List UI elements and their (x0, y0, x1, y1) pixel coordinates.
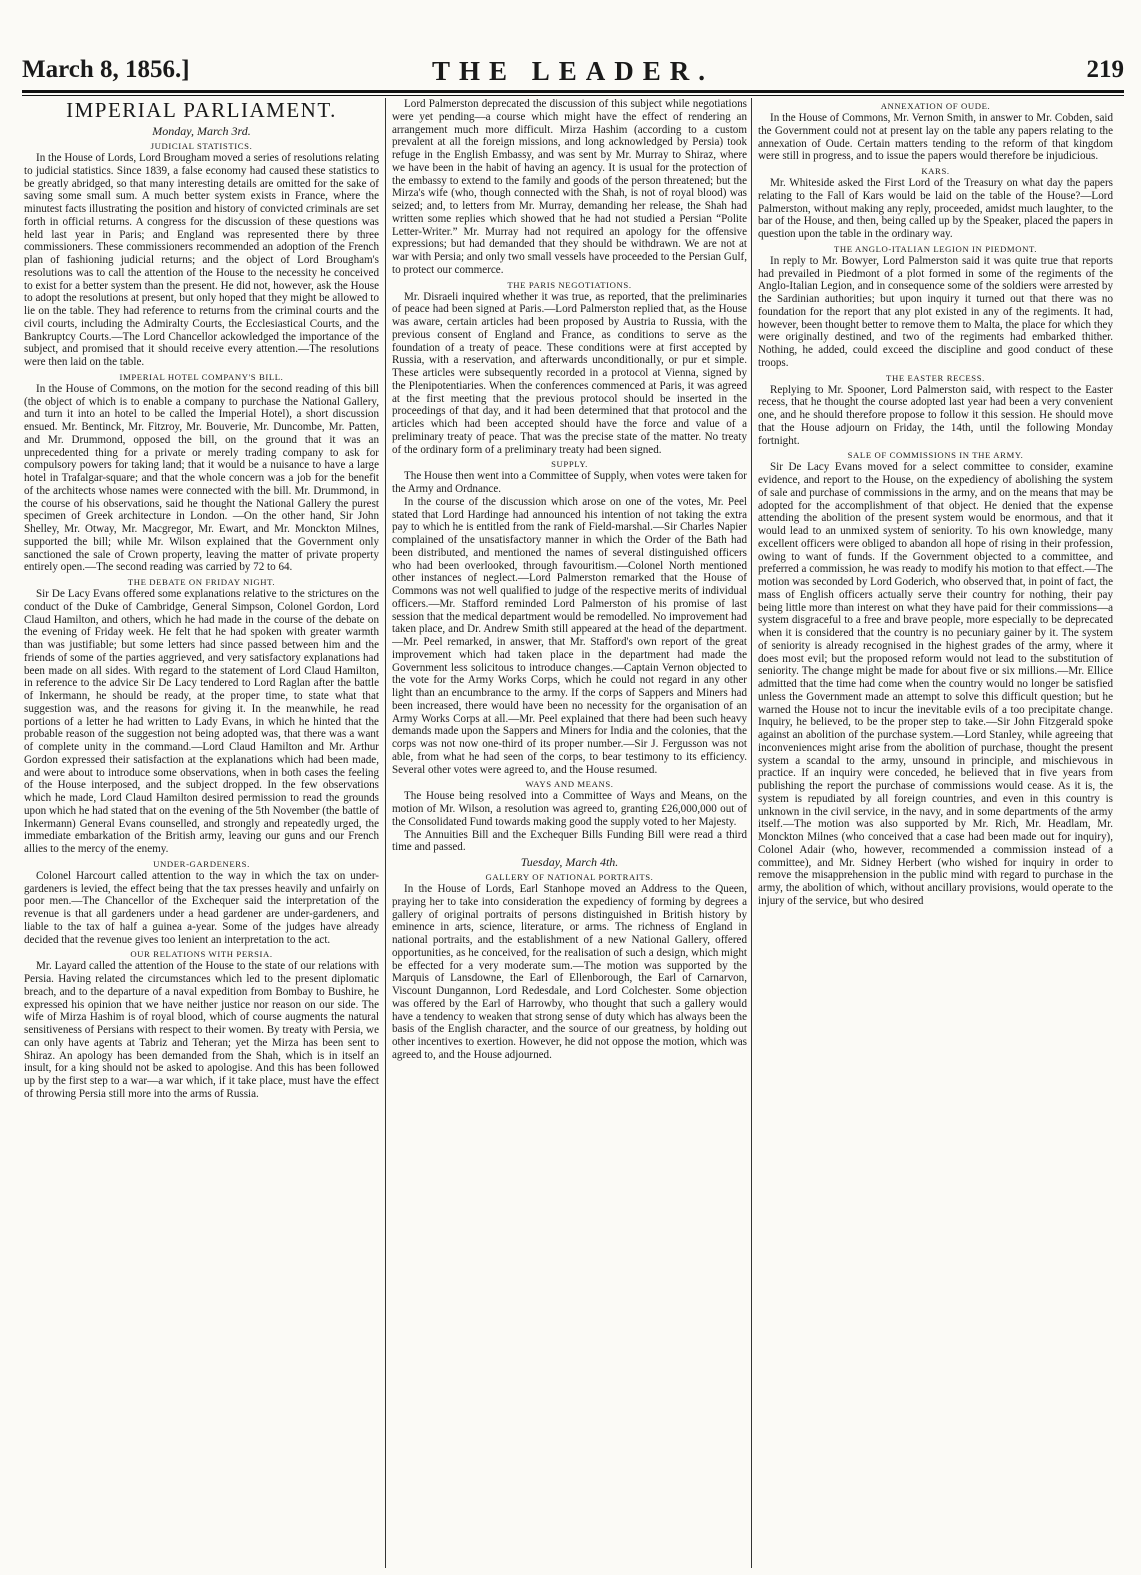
newspaper-title: THE LEADER. (431, 56, 715, 86)
paragraph: In reply to Mr. Bowyer, Lord Palmerston said it was quite true that reports had prevailed in Piedmont of a plot formed in some of the regiments of the Anglo-Italian Legion, and in consequence some of the soldiers were arrested by the Sardinian authorities; but upon inquiry it turned out that there was no foundation for the report that any plot existed in any of the regiments. It had, however, been thought better to remove them to Malta, the place for which they were originally destined, and two of the regiments had embarked thither. Nothing, he added, could exceed the discipline and good conduct of these troops. (758, 254, 1113, 369)
section-heading: JUDICIAL STATISTICS. (150, 141, 253, 151)
section-heading: THE EASTER RECESS. (886, 372, 985, 383)
paragraph: Mr. Layard called the attention of the House to the state of our relations with Persia. Having related the circumstances which led to the present diplomatic breach, and to the departure of a naval expedition from Bombay to Bushire, he expressed his opinion that we have neither justice nor reason on our side. The wife of Mirza Hashim is of royal blood, which of course augments the natural sensitiveness of Persians with respect to their women. By treaty with Persia, we can only have agents at Tabriz and Teheran; yet the Mirza has been sent to Shiraz. An apology has been demanded from the Shah, which is in itself an insult, for a king should not be asked to apologise. And this has been followed up by the first step to a war—a war which, if it take place, must have the effect of throwing Persia still more into the arms of Russia. (24, 960, 379, 1100)
article-heading: IMPERIAL PARLIAMENT. (66, 98, 337, 122)
paragraph: In the House of Commons, Mr. Vernon Smith, in answer to Mr. Cobden, said the Government could not at present lay on the table any papers relating to the annexation of Oude. Certain matters tending to the reform of that kingdom were still in progress, and to issue the papers would therefore be injudicious. (758, 112, 1113, 163)
date-heading: Monday, March 3rd. (152, 124, 251, 138)
date-heading: Tuesday, March 4th. (520, 855, 619, 869)
section-heading: GALLERY OF NATIONAL PORTRAITS. (485, 872, 654, 882)
paragraph: In the House of Lords, Earl Stanhope moved an Address to the Queen, praying her to take into consideration the expediency of forming by degrees a gallery of original portraits of persons distinguished in British history by eminence in arts, science, literature, or arms. The richness of England in national portraits, and the establishment of a new National Gallery, offered opportunities, as he conceived, for the realisation of such a design, which might be effected for a very moderate sum.—The motion was supported by the Marquis of Lansdowne, the Earl of Ellenborough, the Earl of Carnarvon, Viscount Dungannon, Lord Redesdale, and Lord Colchester. Some objection was offered by the Earl of Harrowby, who thought that such a gallery would have a tendency to weaken that strong sense of duty which has always been the basis of the English character, and the source of our greatness, by holding out other incentives to exertion. However, he did not oppose the motion, which was agreed to, and the House adjourned. (392, 883, 747, 1061)
paragraph: In the course of the discussion which arose on one of the votes, Mr. Peel stated that Lord Hardinge had announced his intention of not taking the extra pay to which he is entitled from the rank of Field-marshal.—Sir Charles Napier complained of the unsatisfactory manner in which the Order of the Bath had been distributed, and mentioned the names of several distinguished officers who had been overlooked, through favouritism.—Colonel North mentioned other instances of neglect.—Lord Palmerston remarked that the House of Commons was not well qualified to judge of the respective merits of individual officers.—Mr. Stafford reminded Lord Palmerston of his promise of last session that the medical department would be remodelled. No improvement had taken place, and Dr. Andrew Smith still appeared at the head of the department.—Mr. Peel remarked, in answer, that Mr. Stafford's own report of the great improvement which had taken place in the department had made the Government less solicitous to introduce changes.—Captain Vernon objected to the vote for the Army Works Corps, which he could not regard in any other light than an encumbrance to the army. If the corps of Sappers and Miners had been increased, there would have been no necessity for the organisation of an Army Works Corps at all.—Mr. Peel explained that there had been such heavy demands made upon the Sappers and Miners for India and the colonies, that the corps was not now one-third of its proper number.—Sir J. Fergusson was not able, from what he had seen of the corps, to bear testimony to its efficiency. Several other votes were agreed to, and the House resumed. (392, 495, 747, 776)
section-heading: ANNEXATION OF OUDE. (880, 101, 991, 111)
section-heading: THE DEBATE ON FRIDAY NIGHT. (127, 577, 276, 587)
section-heading: UNDER-GARDENERS. (153, 858, 250, 869)
paragraph: The Annuities Bill and the Exchequer Bills Funding Bill were read a third time and passed. (392, 828, 747, 854)
column-2 (392, 98, 747, 1568)
section-heading: OUR RELATIONS WITH PERSIA. (130, 949, 273, 960)
masthead (22, 54, 1124, 90)
paragraph: The House being resolved into a Committee of Ways and Means, on the motion of Mr. Wilson, a resolution was agreed to, granting £26,000,000 out of the Consolidated Fund towards making good the supply voted to her Majesty. (392, 790, 747, 828)
paragraph: In the House of Lords, Lord Brougham moved a series of resolutions relating to judicial statistics. Since 1839, a false economy had caused these statistics to be greatly abridged, so that many interesting details are omitted for the sake of saving some small sum. A much better system exists in France, where the minutest facts illustrating the position and history of convicted criminals are set forth in official returns. A congress for the discussion of these questions was held last year in Paris; and England was represented there by three commissioners. These commissioners recommended an adoption of the French plan of fashioning judicial returns; and the object of Lord Brougham's resolutions was to call the attention of the House to the necessity he conceived to exist for a better system than the present. He did not, however, ask the House to adopt the resolutions at present, but only hoped that they might be allowed to lie on the table. They had reference to returns from the criminal courts and the civil courts, including the Admiralty Courts, the Ecclesiastical Courts, and the Bankruptcy Courts.—The Lord Chancellor ackowledged the importance of the subject, and promised that it should receive every attention.—The resolutions were then laid on the table. (24, 152, 379, 368)
section-heading: KARS. (921, 166, 950, 176)
paragraph: Mr. Whiteside asked the First Lord of the Treasury on what day the papers relating to the Fall of Kars would be laid on the table of the House?—Lord Palmerston, without making any reply, proceeded, amidst much laughter, to the bar of the House, and then, being called up by the Speaker, placed the papers in question upon the table in the ordinary way. (758, 177, 1113, 240)
section-heading: IMPERIAL HOTEL COMPANY'S BILL. (119, 371, 284, 382)
column-divider (385, 98, 386, 1568)
section-heading: THE PARIS NEGOTIATIONS. (507, 279, 632, 290)
paragraph: Replying to Mr. Spooner, Lord Palmerston said, with respect to the Easter recess, that he thought the course adopted last year had been a very convenient one, and he should therefore propose to follow it this session. He should move that the House adjourn on Friday, the 14th, until the following Monday fortnight. (758, 383, 1113, 447)
paragraph: Lord Palmerston deprecated the discussion of this subject while negotiations were yet pending—a course which might have the effect of rendering an arrangement much more difficult. Mirza Hashim (according to a custom prevalent at all the foreign missions, and long acknowledged by Persia) took refuge in the English Embassy, and was sent by Mr. Murray to Shiraz, where we have been in the habit of having an agency. It is usual for the protection of the embassy to extend to the family and goods of the person threatened; but the Mirza's wife (who, though connected with the Shah, is not of royal blood) was seized; and, to letters from Mr. Murray, demanding her release, the Shah had written some replies which showed that he had not studied a Persian “Polite Letter-Writer.” Mr. Murray had not required an apology for the offensive expressions; but had demanded that they should be withdrawn. We are not at war with Persia; and only two small vessels have proceeded to the Persian Gulf, to protect our commerce. (392, 98, 747, 276)
column-divider (751, 98, 752, 1568)
paragraph: Colonel Harcourt called attention to the way in which the tax on under-gardeners is levied, the effect being that the tax presses heavily and unfairly on poor men.—The Chancellor of the Exchequer said the interpretation of the revenue is that all gardeners under a head gardener are under-gardeners, and liable to the tax of half a guinea a-year. Some of the judges have already decided that the revenue gives too lenient an interpretation to the act. (24, 869, 379, 946)
masthead-rule-thin (22, 95, 1124, 96)
page-number: 219 (1086, 56, 1124, 83)
section-heading: WAYS AND MEANS. (525, 779, 614, 790)
column-1 (24, 98, 379, 1568)
paragraph: In the House of Commons, on the motion for the second reading of this bill (the object of which is to enable a company to purchase the National Gallery, and turn it into an hotel to be called the Imperial Hotel), a short discussion ensued. Mr. Bentinck, Mr. Fitzroy, Mr. Bouverie, Mr. Duncombe, Mr. Patten, and Mr. Drummond, opposed the bill, on the ground that it was an unprecedented thing for a private or merely trading company to ask for compulsory powers for taking land; that it would be a nuisance to have a large hotel in Trafalgar-square; and that the whole concern was a job for the benefit of the architects whose names were connected with the bill. Mr. Drummond, in the course of his observations, said he thought the National Gallery the purest specimen of Greek architecture in London. —On the other hand, Sir John Shelley, Mr. Otway, Mr. Macgregor, Mr. Ewart, and Mr. Monckton Milnes, supported the bill; while Mr. Wilson explained that the Government only sanctioned the sale of Crown property, leaving the matter of private property entirely open.—The second reading was carried by 72 to 64. (24, 382, 379, 574)
paragraph: Mr. Disraeli inquired whether it was true, as reported, that the preliminaries of peace had been signed at Paris.—Lord Palmerston replied that, as the House was aware, certain articles had been proposed by Austria to Russia, with the previous consent of England and France, as conditions to serve as the foundation of a treaty of peace. These conditions were at first accepted by Russia, with a reservation, and afterwards unconditionally, or pur et simple. These articles were subsequently recorded in a protocol at Vienna, signed by the Plenipotentiaries. When the conferences commenced at Paris, it was agreed at the first meeting that the previous protocol should be inserted in the proceedings of that day, and it had been determined that that protocol and the articles which had been accepted should have the force and value of a preliminary treaty of peace. That was the precise state of the matter. No treaty of the ordinary form of a preliminary treaty had been signed. (392, 290, 747, 456)
paragraph: Sir De Lacy Evans moved for a select committee to consider, examine evidence, and report to the House, on the expediency of abolishing the system of sale and purchase of commissions in the army, and on the means that may be adopted for the accomplishment of that object. He denied that the expense attending the abolition of the present system would be enormous, and that it would lead to an unmixed system of seniority. To his own knowledge, many excellent officers were obliged to abandon all hope of rising in their profession, owing to want of funds. If the Government objected to a committee, and preferred a commission, he was ready to modify his motion to that effect.—The motion was seconded by Lord Goderich, who observed that, in point of fact, the mass of English officers actually serve their country for nothing, their pay being little more than interest on what they have paid for their commissions—a system disgraceful to a free and brave people, more especially to be deprecated when it is considered that the country is no pecuniary gainer by it. The system of seniority is already recognised in the highest grades of the army, where it does most evil; but the proposed reform would not lead to the substitution of seniority. The change might be made for about five or six millions.—Mr. Ellice admitted that the time had come when the country would no longer be satisfied unless the Government made an attempt to solve this difficult question; but he warned the House not to incur the inevitable evils of a too precipitate change. Inquiry, he believed, to be the proper step to take.—Sir John Fitzgerald spoke against an abolition of the purchase system.—Lord Stanley, while agreeing that inconveniences might arise from the abolition of purchase, thought the present system a scandal to the army, unsound in principle, and mischievous in practice. If an inquiry were conceded, he believed that in five years from publishing the report the purchase of commissions would cease. As it is, the system is repudiated by all foreign countries, and even in this country is unknown in the civil service, in the navy, and in some departments of the army itself.—The motion was also supported by Mr. Rich, Mr. Headlam, Mr. Monckton Milnes (who conceived that a case had been made out for inquiry), Colonel Adair (who, however, recommended a commission instead of a committee), and Mr. Sidney Herbert (who wished for inquiry in order to remove the misapprehension in the public mind with regard to purchase in the army, the abolition of which, without ancillary provisions, would operate to the injury of the service, but who desired (758, 461, 1113, 907)
masthead-rule-thick (22, 90, 1124, 93)
section-heading: SALE OF COMMISSIONS IN THE ARMY. (847, 450, 1024, 461)
paragraph: Sir De Lacy Evans offered some explanations relative to the strictures on the conduct of the Duke of Cambridge, General Simpson, Colonel Gordon, Lord Claud Hamilton, and others, which he had made in the course of the debate on the evening of Friday week. He felt that he had spoken with greater warmth than was justifiable; but some letters had since passed between him and the friends of some of the parties aggrieved, and very satisfactory explanations had been made on all sides. With regard to the statement of Lord Claud Hamilton, in reference to the advice Sir De Lacy tendered to Lord Raglan after the battle of Inkermann, he should be ready, at the proper time, to state what that suggestion was, and the reasons for giving it. In the meanwhile, he read portions of a letter he had written to Lady Evans, in which he hinted that the probable reason of the suggestion not being adopted was, that there was a want of complete unity in the command.—Lord Claud Hamilton and Mr. Arthur Gordon expressed their satisfaction at the explanations which had been made, and were about to introduce some observations, when in both cases the feeling of the House interposed, and the subject dropped. In the few observations which he made, Lord Claud Hamilton desired permission to read the grounds upon which he had stated that on the evening of the 5th November (the battle of Inkermann) General Evans counselled, and strongly and repeatedly urged, the immediate embarkation of the British army, leaving our guns and our French allies to the mercy of the enemy. (24, 588, 379, 855)
section-heading: SUPPLY. (551, 459, 588, 470)
paragraph: The House then went into a Committee of Supply, when votes were taken for the Army and Ordnance. (392, 470, 747, 495)
issue-date: March 8, 1856.] (22, 56, 190, 83)
section-heading: THE ANGLO-ITALIAN LEGION IN PIEDMONT. (833, 243, 1038, 254)
column-3 (758, 98, 1113, 1568)
